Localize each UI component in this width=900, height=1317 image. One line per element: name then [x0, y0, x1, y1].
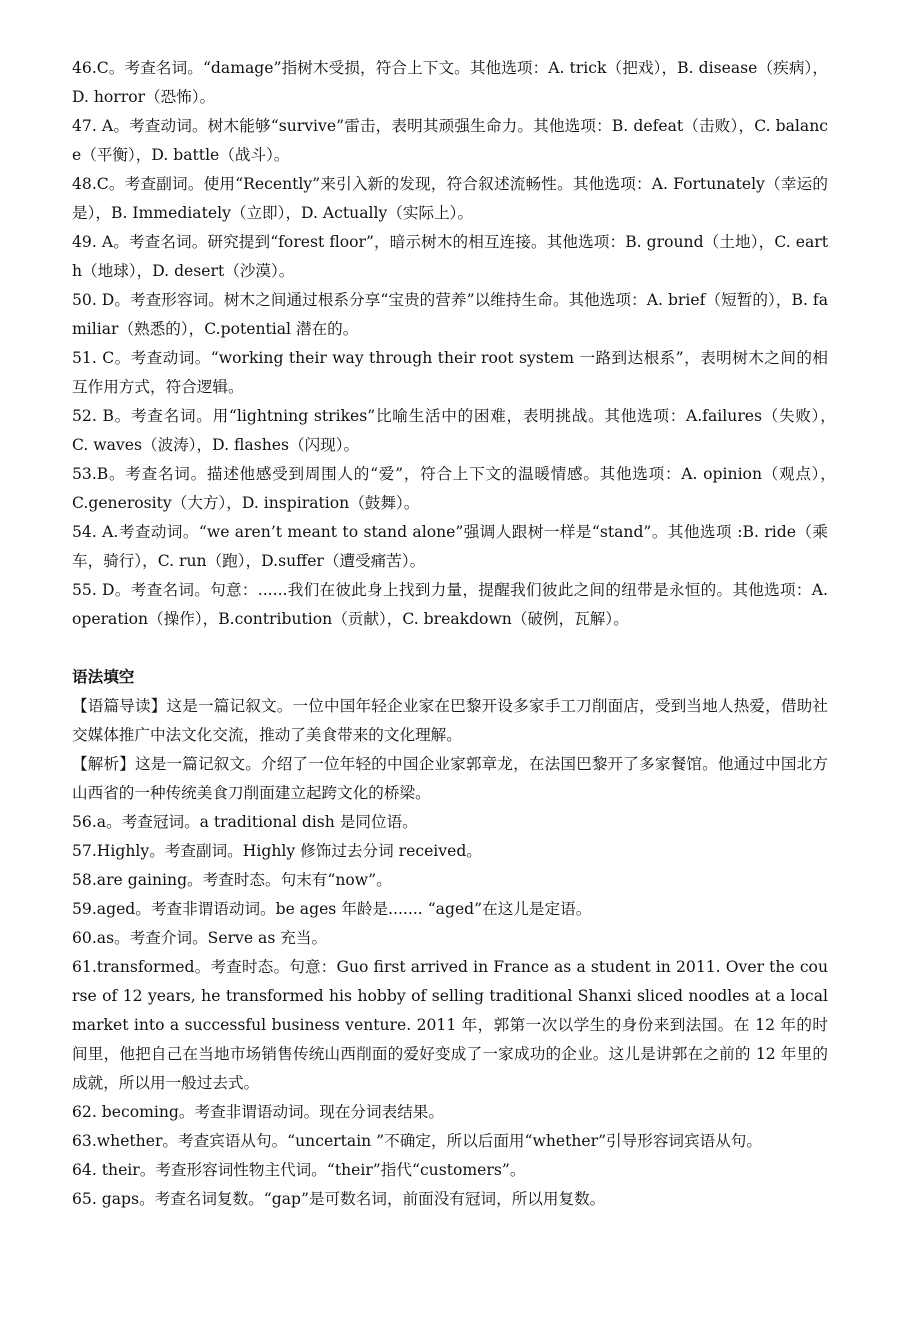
grammar-analysis: 【解析】这是一篇记叙文。介绍了一位年轻的中国企业家郭章龙，在法国巴黎开了多家餐馆。他通过中国北方山西省的一种传统美食刀削面建立起跨文化的桥梁。	[72, 755, 828, 802]
section-spacer	[72, 634, 828, 663]
grammar-answer-62: 62. becoming。考查非谓语动词。现在分词表结果。	[72, 1103, 444, 1121]
cloze-answer-46: 46.C。考查名词。“damage”指树木受损，符合上下文。其他选项：A. trick（把戏），B. disease（疾病），D. horror（恐怖）。	[72, 59, 828, 106]
cloze-answer-49: 49. A。考查名词。研究提到“forest floor”，暗示树木的相互连接。其他选项：B. ground（土地），C. earth（地球），D. desert（沙漠）。	[72, 233, 828, 280]
grammar-answer-61: 61.transformed。考查时态。句意：Guo first arrived in France as a student in 2011. Over the course of 12 years, he transformed his hobby of selling traditional Shanxi sliced noodles at a local market into a successful business venture. 2011 年，郭第一次以学生的身份来到法国。在 12 年的时间里，他把自己在当地市场销售传统山西削面的爱好变成了一家成功的企业。这儿是讲郭在之前的 12 年里的成就，所以用一般过去式。	[72, 958, 828, 1092]
grammar-answer-65: 65. gaps。考查名词复数。“gap”是可数名词，前面没有冠词，所以用复数。	[72, 1190, 606, 1208]
grammar-answer-64: 64. their。考查形容词性物主代词。“their”指代“customers”。	[72, 1161, 526, 1179]
grammar-answer-57: 57.Highly。考查副词。Highly 修饰过去分词 received。	[72, 842, 482, 860]
grammar-answer-58: 58.are gaining。考查时态。句末有“now”。	[72, 871, 392, 889]
cloze-answer-50: 50. D。考查形容词。树木之间通过根系分享“宝贵的营养”以维持生命。其他选项：A. brief（短暂的），B. familiar（熟悉的），C.potential 潜在的。	[72, 291, 828, 338]
grammar-answer-60: 60.as。考查介词。Serve as 充当。	[72, 929, 328, 947]
cloze-answer-47: 47. A。考查动词。树木能够“survive”雷击，表明其顽强生命力。其他选项：B. defeat（击败），C. balance（平衡），D. battle（战斗）。	[72, 117, 828, 164]
grammar-intro: 【语篇导读】这是一篇记叙文。一位中国年轻企业家在巴黎开设多家手工刀削面店，受到当地人热爱，借助社交媒体推广中法文化交流，推动了美食带来的文化理解。	[72, 697, 828, 744]
grammar-answer-63: 63.whether。考查宾语从句。“uncertain ”不确定，所以后面用“whether”引导形容词宾语从句。	[72, 1132, 762, 1150]
cloze-answer-53: 53.B。考查名词。描述他感受到周围人的“爱”，符合上下文的温暖情感。其他选项：A. opinion（观点）， C.generosity（大方），D. inspiration（鼓舞）。	[72, 465, 875, 512]
cloze-answer-54: 54. A.考查动词。“we aren’t meant to stand alone”强调人跟树一样是“stand”。其他选项 :B. ride（乘车，骑行），C. run（跑），D.suffer（遭受痛苦）。	[72, 523, 828, 570]
answer-key-page	[72, 54, 875, 1214]
grammar-answer-59: 59.aged。考查非谓语动词。be ages 年龄是....... “aged”在这儿是定语。	[72, 900, 592, 918]
grammar-section-heading: 语法填空	[72, 668, 135, 686]
cloze-answer-48: 48.C。考查副词。使用“Recently”来引入新的发现，符合叙述流畅性。其他选项：A. Fortunately（幸运的是），B. Immediately（立即），D. Actually（实际上）。	[72, 175, 828, 222]
cloze-answer-51: 51. C。考查动词。“working their way through their root system 一路到达根系”，表明树木之间的相互作用方式，符合逻辑。	[72, 349, 828, 396]
grammar-answer-56: 56.a。考查冠词。a traditional dish 是同位语。	[72, 813, 418, 831]
cloze-answer-55: 55. D。考查名词。句意：......我们在彼此身上找到力量，提醒我们彼此之间的纽带是永恒的。其他选项：A. operation（操作），B.contribution（贡献），C. breakdown（破例，瓦解）。	[72, 581, 828, 628]
cloze-answer-52: 52. B。考查名词。用“lightning strikes”比喻生活中的困难，表明挑战。其他选项：A.failures（失败）， C. waves（波涛），D. flashes（闪现）。	[72, 407, 875, 454]
